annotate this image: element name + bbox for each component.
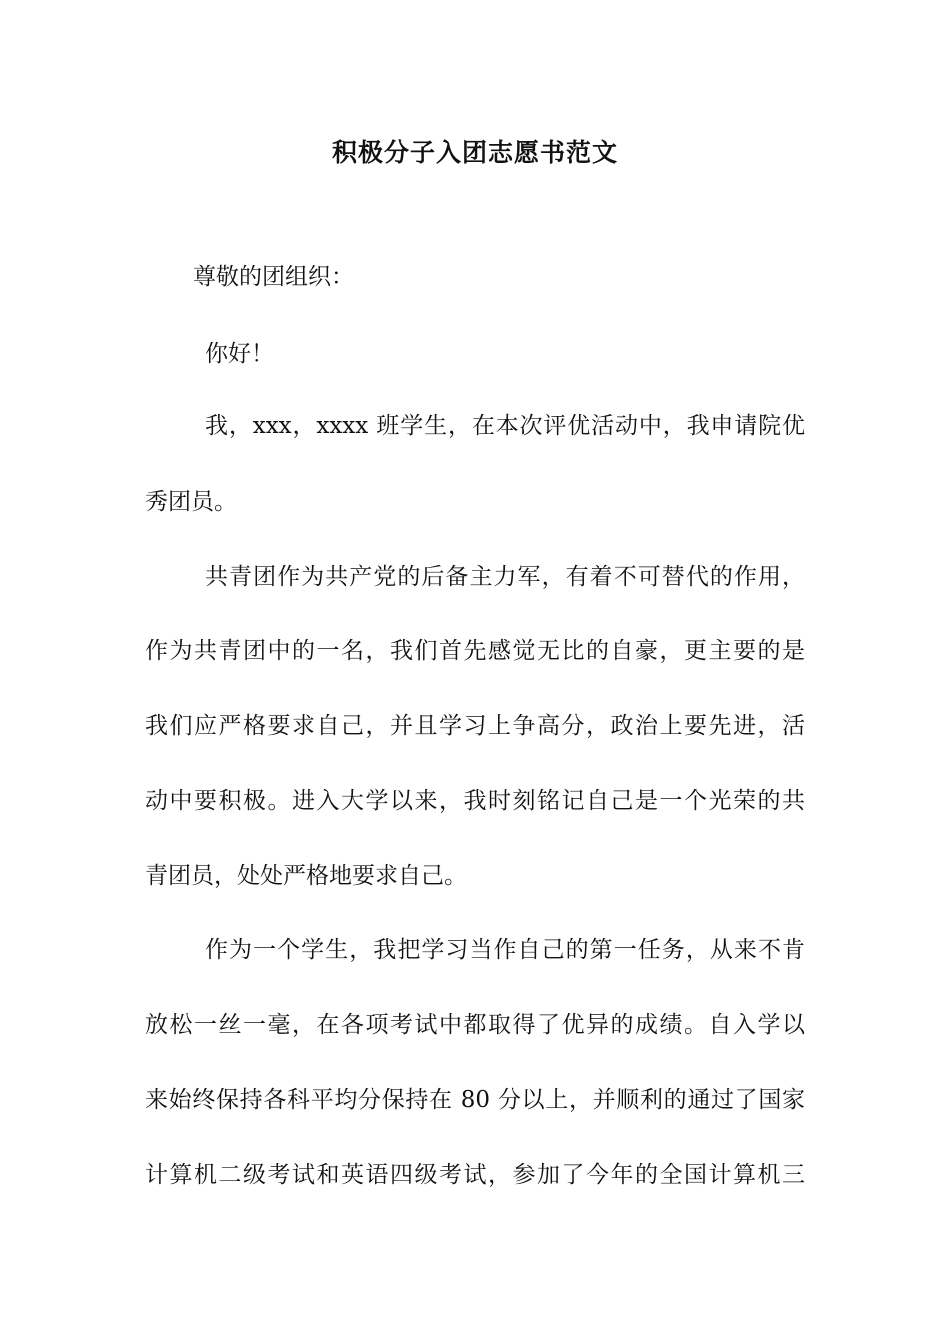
body-line: 我们应严格要求自己，并且学习上争高分，政治上要先进，活 — [145, 713, 805, 739]
body-line: 动中要积极。进入大学以来，我时刻铭记自己是一个光荣的共 — [145, 788, 805, 814]
body-line: 秀团员。 — [145, 489, 237, 515]
document-title: 积极分子入团志愿书范文 — [331, 138, 618, 167]
body-line: 计算机二级考试和英语四级考试，参加了今年的全国计算机三 — [145, 1162, 805, 1188]
body-line: 作为一个学生，我把学习当作自己的第一任务，从来不肯 — [205, 937, 805, 963]
body-line: 我，xxx，xxxx 班学生，在本次评优活动中，我申请院优 — [205, 413, 805, 439]
greeting-line: 你好！ — [205, 341, 274, 367]
body-line: 青团员，处处严格地要求自己。 — [145, 863, 467, 889]
salutation: 尊敬的团组织： — [193, 264, 354, 290]
body-line: 放松一丝一毫，在各项考试中都取得了优异的成绩。自入学以 — [145, 1012, 805, 1038]
body-line: 共青团作为共产党的后备主力军，有着不可替代的作用， — [205, 564, 805, 590]
body-line: 来始终保持各科平均分保持在 80 分以上，并顺利的通过了国家 — [145, 1087, 805, 1113]
body-line: 作为共青团中的一名，我们首先感觉无比的自豪，更主要的是 — [145, 638, 805, 664]
